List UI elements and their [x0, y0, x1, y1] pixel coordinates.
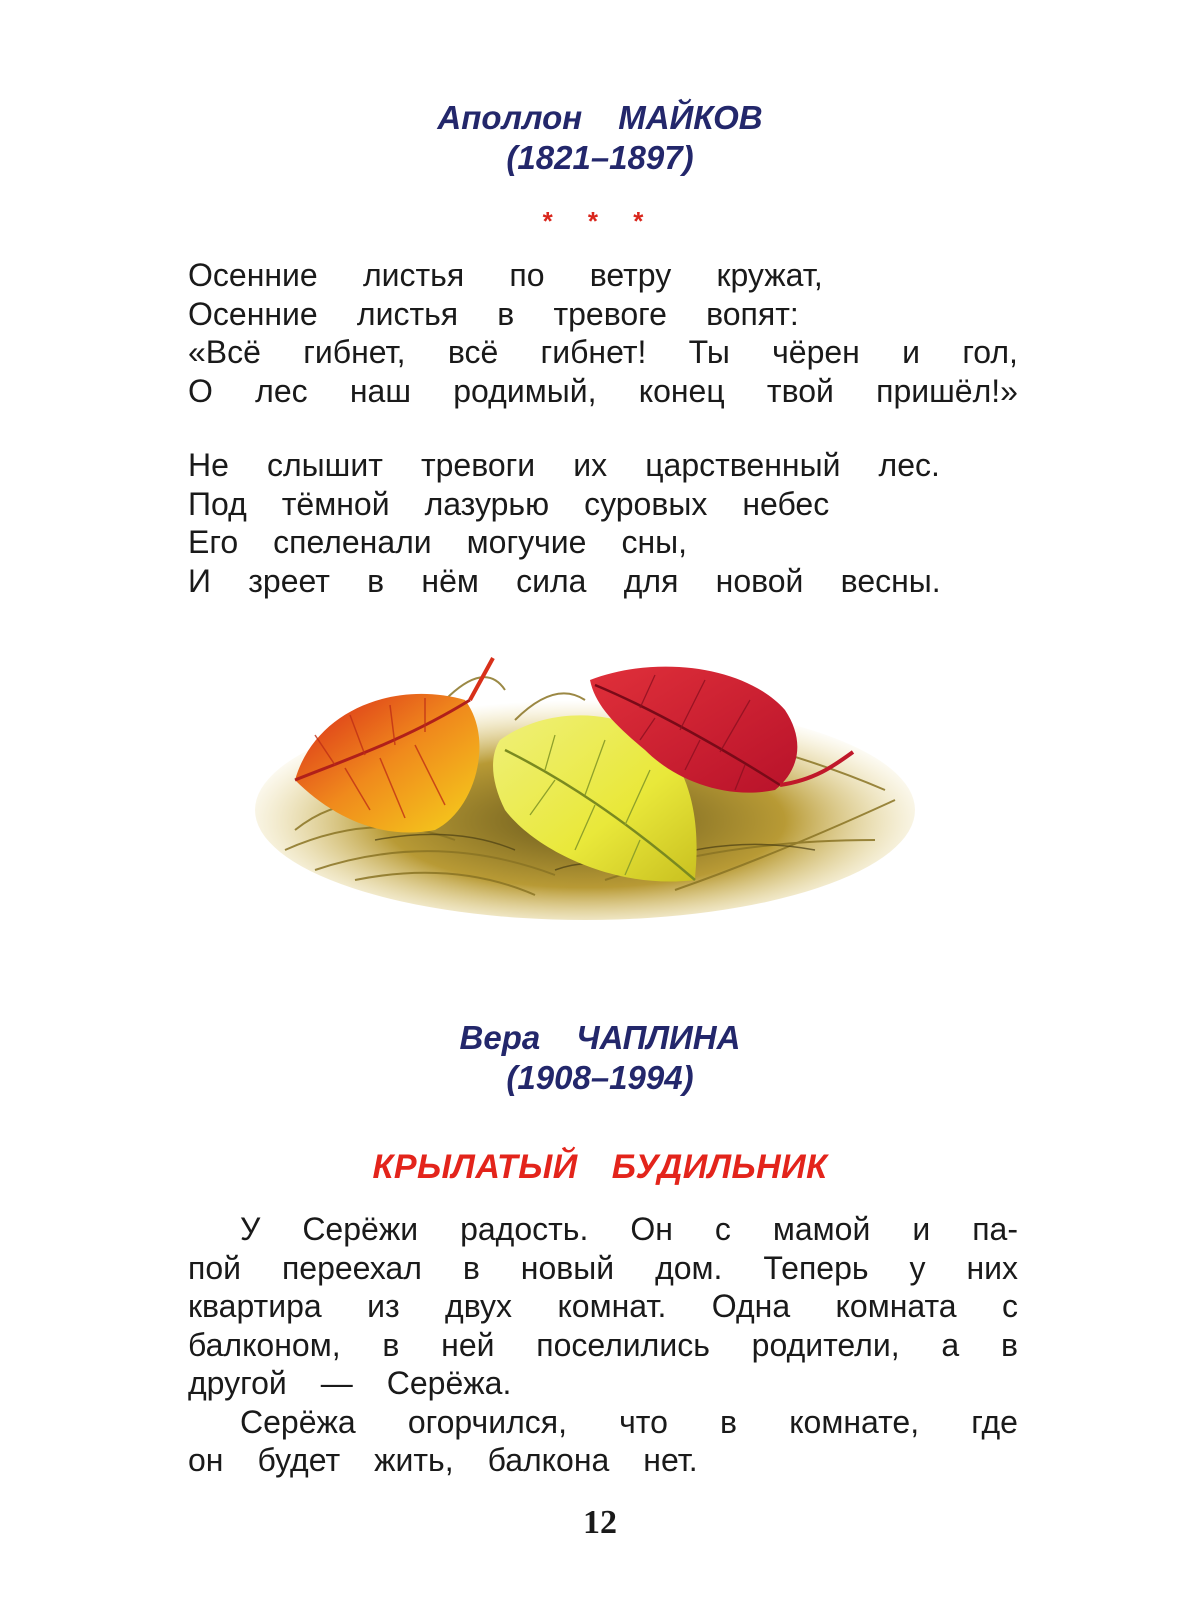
word: Серёжа: [240, 1403, 356, 1440]
text-line: [188, 1364, 1018, 1403]
poem-stanza-1: [188, 256, 1018, 410]
word: па-: [972, 1211, 1018, 1247]
word: царственный: [645, 447, 841, 483]
word: зреет: [248, 562, 330, 599]
word: комнате,: [789, 1403, 920, 1440]
poem-line: [188, 562, 1018, 601]
word: и: [902, 334, 921, 370]
word: Ты: [688, 334, 730, 370]
word: кружат,: [716, 257, 823, 293]
author-name: [0, 98, 1200, 138]
word: в: [497, 295, 515, 332]
word: суровых: [584, 485, 708, 522]
word: огорчился,: [407, 1403, 567, 1440]
author-years-2: (1908–1994): [506, 1059, 694, 1096]
word: Серёжи: [302, 1211, 419, 1247]
word: них: [966, 1249, 1018, 1286]
word: мамой: [772, 1211, 871, 1247]
word: их: [573, 447, 608, 483]
word: Под: [188, 485, 247, 522]
word: гибнет!: [540, 334, 647, 370]
word: тревоге: [553, 295, 667, 332]
poem-line: [188, 295, 1018, 334]
word: комнат.: [557, 1288, 667, 1324]
word: новый: [520, 1249, 615, 1286]
word: в: [1000, 1326, 1018, 1363]
word: чёрен: [772, 334, 860, 370]
word: Не: [188, 447, 229, 483]
word: для: [623, 562, 679, 599]
text-line: [188, 1287, 1018, 1326]
poem-line: [188, 523, 1018, 562]
word: в: [720, 1403, 738, 1440]
author-first-name: Аполлон: [437, 99, 583, 136]
word: листья: [356, 295, 459, 332]
word: тревоги: [420, 447, 536, 483]
word: новой: [715, 562, 804, 599]
word: что: [619, 1403, 668, 1440]
word: переехал: [281, 1249, 422, 1286]
poem-line: [188, 372, 1018, 411]
word: пришёл!»: [876, 372, 1018, 409]
story-title-word: КРЫЛАТЫЙ: [372, 1148, 578, 1186]
word: весны.: [840, 562, 941, 599]
word: он: [188, 1442, 224, 1478]
author-name-2: [0, 1018, 1200, 1058]
word: балкона: [487, 1442, 610, 1478]
story-text: [188, 1210, 1018, 1480]
story-title-word: БУДИЛЬНИК: [611, 1148, 828, 1186]
word: по: [509, 257, 545, 293]
word: листья: [362, 257, 465, 293]
word: нет.: [643, 1442, 698, 1478]
poem-line: [188, 485, 1018, 524]
author-years: (1821–1897): [506, 139, 694, 176]
author-last-name: МАЙКОВ: [618, 99, 763, 136]
word: ней: [441, 1326, 495, 1363]
word: слышит: [266, 447, 383, 483]
word: сны,: [621, 524, 688, 560]
page-number: 12: [583, 1504, 617, 1541]
word: ветру: [589, 257, 672, 293]
word: родимый,: [453, 372, 597, 409]
poem-line: [188, 256, 1018, 295]
word: тёмной: [281, 485, 390, 522]
word: у: [909, 1249, 926, 1286]
text-line: [188, 1210, 1018, 1249]
word: вопят:: [706, 295, 799, 332]
word: лес.: [878, 447, 940, 483]
autumn-leaves-illustration: [255, 640, 925, 940]
word: «Всё: [188, 334, 261, 370]
word: нём: [421, 562, 479, 599]
word: где: [971, 1403, 1018, 1440]
word: дом.: [655, 1249, 723, 1286]
word: будет: [257, 1442, 341, 1478]
word: в: [462, 1249, 480, 1286]
text-line: [188, 1249, 1018, 1288]
author-last-name: ЧАПЛИНА: [576, 1019, 741, 1056]
word: в: [382, 1326, 400, 1363]
text-line: [188, 1441, 1018, 1480]
poem-line: [188, 333, 1018, 372]
word: а: [941, 1326, 960, 1363]
word: Его: [188, 524, 239, 560]
word: двух: [445, 1288, 513, 1324]
word: жить,: [374, 1442, 454, 1478]
word: Он: [630, 1211, 673, 1247]
word: с: [1001, 1288, 1018, 1324]
poem-line: [188, 446, 1018, 485]
word: Осенние: [188, 257, 318, 293]
word: О: [188, 372, 213, 409]
word: в: [367, 562, 385, 599]
word: балконом,: [188, 1326, 341, 1363]
story-title: [0, 1148, 1200, 1187]
text-line: [188, 1403, 1018, 1442]
word: твой: [766, 372, 834, 409]
word: с: [714, 1211, 731, 1247]
word: квартира: [188, 1288, 322, 1324]
word: гибнет,: [303, 334, 406, 370]
word: могучие: [466, 524, 587, 560]
word: поселились: [536, 1326, 710, 1363]
word: радость.: [460, 1211, 589, 1247]
word: Осенние: [188, 295, 318, 332]
word: Теперь: [763, 1249, 869, 1286]
word: —: [320, 1365, 353, 1401]
word: наш: [349, 372, 411, 409]
word: гол,: [962, 334, 1018, 370]
word: родители,: [751, 1326, 900, 1363]
word: сила: [516, 562, 587, 599]
word: конец: [638, 372, 725, 409]
word: пой: [188, 1249, 241, 1286]
word: Серёжа.: [386, 1365, 512, 1401]
word: небес: [742, 485, 830, 522]
word: и: [912, 1211, 931, 1247]
word: лазурью: [424, 485, 550, 522]
word: лес: [255, 372, 308, 409]
word: всё: [447, 334, 499, 370]
word: другой: [188, 1365, 287, 1401]
word: комната: [835, 1288, 957, 1324]
poem-stanza-2: [188, 446, 1018, 600]
text-line: [188, 1326, 1018, 1365]
word: спеленали: [273, 524, 432, 560]
asterism: * * *: [542, 206, 658, 236]
word: Одна: [711, 1288, 791, 1324]
word: И: [188, 562, 211, 599]
author-first-name: Вера: [459, 1019, 541, 1056]
word: из: [367, 1288, 400, 1324]
word: У: [240, 1211, 261, 1247]
